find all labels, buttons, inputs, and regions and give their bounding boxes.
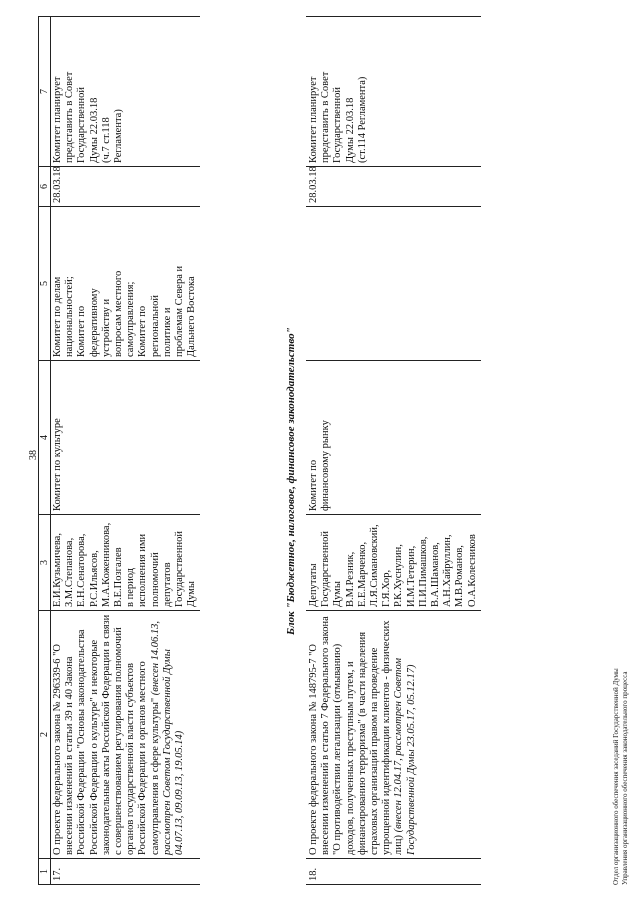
header-row [39, 17, 51, 885]
table-row [50, 16, 200, 885]
note-cell [50, 17, 200, 167]
authors-cell [306, 515, 481, 611]
row-number: 18. [306, 859, 481, 885]
header-col-6: 6 [39, 167, 51, 207]
note: Комитет планирует представить в Совет Государственной Думы 22.03.18 (ч.7 ст.118 Регламента) [52, 71, 125, 163]
note-cell [306, 17, 481, 167]
bill-cell [306, 611, 481, 859]
date-cell [50, 167, 200, 207]
footer-line-2: Управления организационного обеспечения законодательного процесса [621, 671, 629, 885]
co-committees-cell [306, 207, 481, 361]
header-col-2: 2 [39, 611, 51, 859]
authors: Депутаты Государственной Думы В.М.Резник, Е.Е.Марченко, Л.Я.Симановский, Г.Я.Хор, Р.К.Хуснулин, И.М.Тетерин, П.И.Пимашков, В.А.Шаманов, А.Н.Хайруллин, М.В.Романов, О.А.Колесников [308, 524, 478, 607]
authors-cell [50, 515, 200, 611]
date: 28.03.18 [52, 166, 63, 203]
bill-note: (внесен 14.06.13, рассмотрен Советом Государственной Думы 04.07.13, 09.09.13, 19.05.14) [149, 621, 186, 855]
date: 28.03.18 [308, 166, 319, 203]
footer [612, 668, 630, 885]
header-col-3: 3 [39, 515, 51, 611]
bill-title: О проекте федерального закона № 148795-7 "О внесении изменений в статью 7 Федерального закона "О противодействии легализации (отмыванию) доходов, полученных преступным путем, и финансированию терроризма" (в части наделения страховых организаций правом на проведение упрощенной идентификации клиентов - физических лиц) [308, 616, 405, 855]
header-col-1: 1 [39, 859, 51, 885]
committee-cell [50, 361, 200, 515]
note: Комитет планирует представить в Совет Государственной Думы 22.03.18 (ст.114 Регламента) [308, 71, 368, 163]
responsible-committee: Комитет по культуре [52, 418, 63, 511]
page-number: 38 [28, 450, 39, 460]
bill-cell [50, 611, 200, 859]
bill-note: (внесен 12.04.17, рассмотрен Советом Государственной Думы 23.05.17, 05.12.17) [393, 657, 417, 855]
footer-line-1: Отдел организационного обеспечения заседаний Государственной Думы [612, 668, 620, 885]
date-cell [306, 167, 481, 207]
table-row [306, 16, 481, 885]
block-heading: Блок "Бюджетное, налоговое, финансовое законодательство" [285, 327, 297, 635]
authors: Е.И.Кузьмичева, З.М.Степанова, Е.Н.Сенаторова, Р.С.Ильясов, М.А.Коженникова, В.Е.Позгалев в период исполнения ими полномочий депутатов Государственной Думы [52, 522, 198, 607]
committee-cell [306, 361, 481, 515]
header-col-7: 7 [39, 17, 51, 167]
co-committees-cell [50, 207, 200, 361]
row-number: 17. [50, 859, 200, 885]
header-col-4: 4 [39, 361, 51, 515]
header-col-5: 5 [39, 207, 51, 361]
bill-title: О проекте федерального закона № 296339-6 "О внесении изменений в статьи 39 и 40 Закона Российской Федерации "Основы законодательства Российской Федерации о культуре" и некоторые законодательные акты Российской Федерации в связи с совершенствованием регулирования полномочий органов государственной власти субъектов Российской Федерации и органов местного самоуправления в сфере культуры" [52, 614, 161, 855]
responsible-committee: Комитет по финансовому рынку [308, 420, 332, 511]
co-committees: Комитет по делам национальностей; Комитет по федеративному устройству и вопросам местного самоуправления; Комитет по региональной политике и проблемам Севера и Дальнего Востока [52, 265, 198, 357]
